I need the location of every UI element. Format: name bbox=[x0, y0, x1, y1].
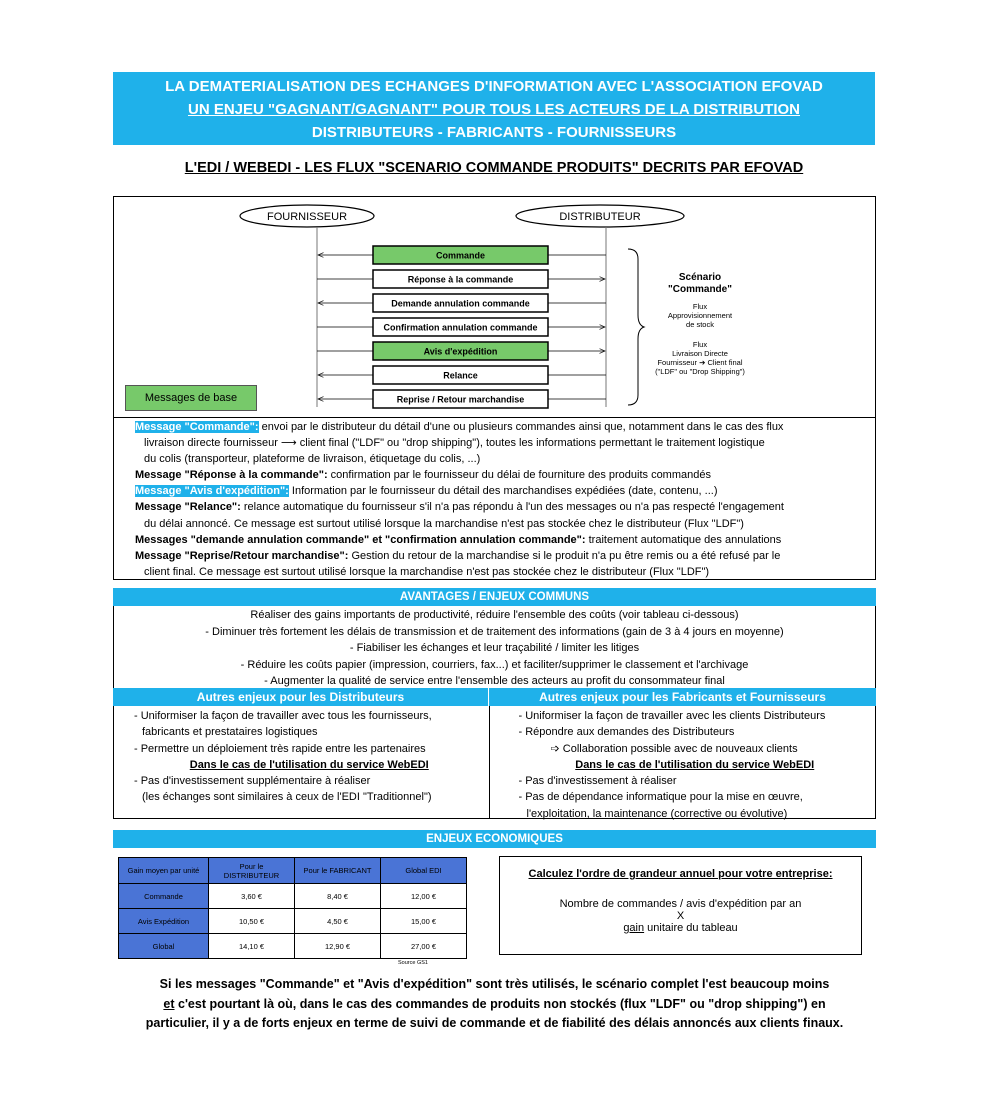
sequence-diagram bbox=[114, 197, 875, 417]
diagram-box bbox=[113, 196, 876, 580]
actor-fournisseur: FOURNISSEUR bbox=[266, 211, 348, 223]
enjeux-body bbox=[113, 706, 876, 819]
flux2-l2: Livraison Directe bbox=[672, 349, 728, 358]
scenario-brace bbox=[628, 249, 644, 405]
economiques-header: ENJEUX ECONOMIQUES bbox=[113, 830, 876, 848]
distributeurs-column: - Uniformiser la façon de travailler avec tous les fournisseurs, fabricants et prestataires logistiques - Permettre un déploiement très rapide entre les partenaires Dans le cas de l'utilisation du service WebEDI - Pas d'investissement supplémentaire à réaliser (les échanges sont similaires à ceux de l'EDI "Traditionnel") bbox=[114, 706, 490, 818]
calcul-title: Calculez l'ordre de grandeur annuel pour votre entreprise: bbox=[528, 868, 833, 880]
flux1-l3: de stock bbox=[686, 320, 714, 329]
table-header: Pour le DISTRIBUTEUR bbox=[209, 858, 295, 884]
table-row: Global 14,10 € 12,90 € 27,00 € bbox=[119, 934, 467, 959]
avantages-header: AVANTAGES / ENJEUX COMMUNS bbox=[113, 588, 876, 606]
avantages-list bbox=[113, 606, 876, 688]
fabricants-header: Autres enjeux pour les Fabricants et Fournisseurs bbox=[489, 688, 876, 706]
desc-commande: Message "Commande": envoi par le distributeur du détail d'une ou plusieurs commandes ainsi que, notamment dans le cas des flux bbox=[135, 421, 784, 433]
page-subtitle: L'EDI / WEBEDI - LES FLUX "SCENARIO COMMANDE PRODUITS" DECRITS PAR EFOVAD bbox=[184, 160, 804, 176]
table-header: Global EDI bbox=[381, 858, 467, 884]
messages-de-base-badge: Messages de base bbox=[125, 385, 257, 411]
message-4 bbox=[317, 318, 605, 336]
message-label: Relance bbox=[443, 370, 478, 381]
banner-line-1: LA DEMATERIALISATION DES ECHANGES D'INFORMATION AVEC L'ASSOCIATION EFOVAD bbox=[165, 78, 823, 95]
enjeux-headers bbox=[113, 688, 876, 706]
desc-reponse: Message "Réponse à la commande": confirmation par le fournisseur du délai de fourniture des produits commandés bbox=[135, 469, 711, 482]
fabricants-column: - Uniformiser la façon de travailler avec les clients Distributeurs - Répondre aux demandes des Distributeurs ➩ Collaboration possible avec de nouveaux clients Dans le cas de l'utilisation du service WebEDI - Pas d'investissement à réaliser - Pas de dépendance informatique pour la mise en œuvre, l'exploitation, la maintenance (corrective ou évolutive) bbox=[518, 710, 826, 820]
message-2 bbox=[317, 270, 605, 288]
desc-annulation: Messages "demande annulation commande" et "confirmation annulation commande": traitement automatique des annulations bbox=[135, 533, 782, 546]
flux2-l1: Flux bbox=[692, 340, 708, 349]
avantage-item: - Augmenter la qualité de service entre l'ensemble des acteurs au profit du consommateur final bbox=[264, 675, 725, 687]
avantage-item: - Réduire les coûts papier (impression, courriers, fax...) et faciliter/supprimer le classement et l'archivage bbox=[240, 658, 749, 671]
message-1 bbox=[318, 246, 606, 264]
message-5 bbox=[317, 342, 605, 360]
table-row: Commande 3,60 € 8,40 € 12,00 € bbox=[119, 884, 467, 909]
banner-line-2: UN ENJEU "GAGNANT/GAGNANT" POUR TOUS LES ACTEURS DE LA DISTRIBUTION bbox=[187, 101, 801, 118]
flux1-l2: Approvisionnement bbox=[667, 311, 733, 320]
desc-avis: Message "Avis d'expédition": Information par le fournisseur du détail des marchandises expédiées (date, contenu, ...) bbox=[135, 485, 718, 498]
banner-line-3: DISTRIBUTEURS - FABRICANTS - FOURNISSEURS bbox=[311, 124, 677, 141]
footer-conclusion: Si les messages "Commande" et "Avis d'expédition" sont très utilisés, le scénario complet l'est beaucoup moins et c'est pourtant là où, dans le cas des commandes de produits non stockés (flux "LDF" ou "drop shipping") en particulier, il y a de forts enjeux en terme de suivi de commande et de fiabilité des délais annoncés aux clients finaux. bbox=[145, 977, 844, 1030]
message-label: Demande annulation commande bbox=[391, 298, 530, 309]
message-6 bbox=[318, 366, 606, 384]
scenario-title-1: Scénario bbox=[678, 272, 722, 283]
gain-table bbox=[118, 857, 467, 959]
message-label: Réponse à la commande bbox=[407, 274, 514, 285]
table-row: Avis Expédition 10,50 € 4,50 € 15,00 € bbox=[119, 909, 467, 934]
flux2-l4: ("LDF" ou "Drop Shipping") bbox=[655, 367, 745, 376]
avantage-item: - Fiabiliser les échanges et leur traçabilité / limiter les litiges bbox=[349, 642, 640, 654]
message-descriptions: Message "Commande": envoi par le distributeur du détail d'une ou plusieurs commandes ainsi que, notamment dans le cas des flux livraison directe fournisseur ⟶ client final ("LDF" ou "drop shipping"), toutes les informations permettant le traitement logistique du colis (transporteur, plateforme de livraison, étiquetage du colis, ...) Message "Réponse à la commande": confirmation par le fournisseur du délai de fourniture des produits commandés Message "Avis d'expédition": Information par le fournisseur du détail des marchandises expédiées (date, contenu, ...) Message "Relance": relance automatique du fournisseur s'il n'a pas répondu à l'un des messages ou n'a pas respecté l'engagement du délai annoncé. Ce message est surtout utilisé lorsque la marchandise n'est pas stockée chez le distributeur (Flux "LDF") Messages "demande annulation commande" et "confirmation annulation commande": traitement automatique des annulations Message "Reprise/Retour marchandise": Gestion du retour de la marchandise si le produit n'a pu être remis ou a été refusé par le client final. Ce message est surtout utilisé lorsque la marchandise n'est pas stockée chez le distributeur (Flux "LDF") bbox=[114, 417, 875, 579]
desc-relance: Message "Relance": relance automatique du fournisseur s'il n'a pas répondu à l'un des messages ou n'a pas respecté l'engagement bbox=[135, 501, 784, 514]
table-header: Pour le FABRICANT bbox=[295, 858, 381, 884]
avantage-item: Réaliser des gains importants de productivité, réduire l'ensemble des coûts (voir tableau ci-dessous) bbox=[250, 609, 739, 621]
message-label: Avis d'expédition bbox=[423, 346, 498, 357]
scenario-title-2: "Commande" bbox=[668, 284, 732, 295]
table-header: Gain moyen par unité bbox=[119, 858, 209, 884]
actor-distributeur: DISTRIBUTEUR bbox=[559, 211, 641, 223]
message-arrows bbox=[317, 246, 606, 408]
distributeurs-header: Autres enjeux pour les Distributeurs bbox=[113, 688, 489, 706]
header-banner bbox=[113, 72, 875, 145]
table-source: Source GS1 bbox=[398, 960, 428, 966]
avantage-item: - Diminuer très fortement les délais de transmission et de traitement des informations (gain de 3 à 4 jours en moyenne) bbox=[205, 625, 784, 638]
flux2-l3: Fournisseur ➔ Client final bbox=[657, 358, 743, 367]
message-3 bbox=[318, 294, 606, 312]
message-label: Reprise / Retour marchandise bbox=[396, 394, 525, 405]
message-label: Commande bbox=[435, 250, 486, 261]
calcul-box: Calculez l'ordre de grandeur annuel pour votre entreprise: Nombre de commandes / avis d'expédition par an X gain unitaire du tableau bbox=[499, 856, 862, 955]
flux1-l1: Flux bbox=[692, 302, 708, 311]
message-label: Confirmation annulation commande bbox=[383, 322, 538, 333]
desc-reprise: Message "Reprise/Retour marchandise": Gestion du retour de la marchandise si le produit n'a pu être remis ou a été refusé par le bbox=[135, 549, 781, 562]
message-7 bbox=[318, 390, 606, 408]
